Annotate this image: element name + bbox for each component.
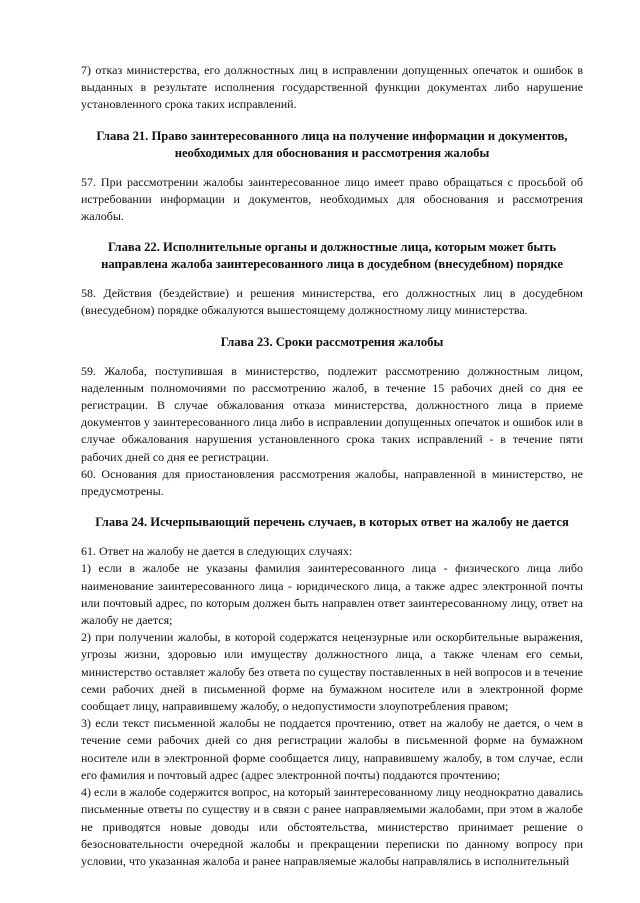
paragraph-57: 57. При рассмотрении жалобы заинтересованное лицо имеет право обращаться с просьбой об истребовании информации и документов, необходимых для обоснования и рассмотрения жалобы. <box>81 174 583 224</box>
list-item-4: 4) если в жалобе содержится вопрос, на который заинтересованному лицу неоднократно давались письменные ответы по существу и в связи с ранее направляемыми жалобами, при этом в жалобе не приводятся новые доводы или обстоятельства, министерство принимает решение о безосновательности очередной жалобы и прекращении переписки по данному вопросу при условии, что указанная жалоба и ранее направляемые жалобы направлялись в исполнительный <box>81 785 583 868</box>
chapter-21-heading: Глава 21. Право заинтересованного лица на получение информации и документов, необходимых для обоснования и рассмотрения жалобы <box>96 128 568 160</box>
list-item-3: 3) если текст письменной жалобы не поддается прочтению, ответ на жалобу не дается, о чем в течение семи рабочих дней со дня регистрации жалобы в письменной форме на бумажном носителе или в электронной форме сообщается лицу, направившему жалобу, в том случае, если его фамилия и почтовый адрес (адрес электронной почты) поддаются прочтению; <box>81 716 583 782</box>
chapter-22-heading: Глава 22. Исполнительные органы и должностные лица, которым может быть направлена жалоба заинтересованного лица в досудебном (внесудебном) порядке <box>101 240 563 272</box>
paragraph-59: 59. Жалоба, поступившая в министерство, подлежит рассмотрению должностным лицом, наделенным полномочиями по рассмотрению жалоб, в течение 15 рабочих дней со дня ее регистрации. В случае обжалования отказа министерства, должностного лица в приеме документов у заинтересованного лица либо в исправлении допущенных опечаток и ошибок или в случае обжалования нарушения установленного срока таких исправлений - в течение пяти рабочих дней со дня ее регистрации. <box>81 363 583 464</box>
paragraph-7: 7) отказ министерства, его должностных лиц в исправлении допущенных опечаток и ошибок в выданных в результате исполнения государственной функции документах либо нарушение установленного срока таких исправлений. <box>81 63 583 112</box>
list-item-1: 1) если в жалобе не указаны фамилия заинтересованного лица - физического лица либо наименование заинтересованного лица - юридического лица, а также адрес электронной почты или почтовый адрес, по которым должен быть направлен ответ заинтересованному лицу, ответ на жалобу не дается; <box>81 561 583 628</box>
paragraph-60: 60. Основания для приостановления рассмотрения жалобы, направленной в министерство, не предусмотрены. <box>81 466 583 499</box>
paragraph-58: 58. Действия (бездействие) и решения министерства, его должностных лиц в досудебном (внесудебном) порядке обжалуются вышестоящему должностному лицу министерства. <box>81 286 583 318</box>
chapter-24-heading: Глава 24. Исчерпывающий перечень случаев, в которых ответ на жалобу не дается <box>95 515 569 530</box>
paragraph-61: 61. Ответ на жалобу не дается в следующих случаях: <box>81 544 353 559</box>
list-item-2: 2) при получении жалобы, в которой содержатся нецензурные или оскорбительные выражения, угрозы жизни, здоровью или имуществу должностного лица, а также членам его семьи, министерство оставляет жалобу без ответа по существу поставленных в ней вопросов и в течение семи рабочих дней в письменной форме на бумажном носителе или в электронной форме сообщает лицу, направившему жалобу, о недопустимости злоупотребления правом; <box>81 630 583 714</box>
chapter-23-heading: Глава 23. Сроки рассмотрения жалобы <box>220 334 444 349</box>
